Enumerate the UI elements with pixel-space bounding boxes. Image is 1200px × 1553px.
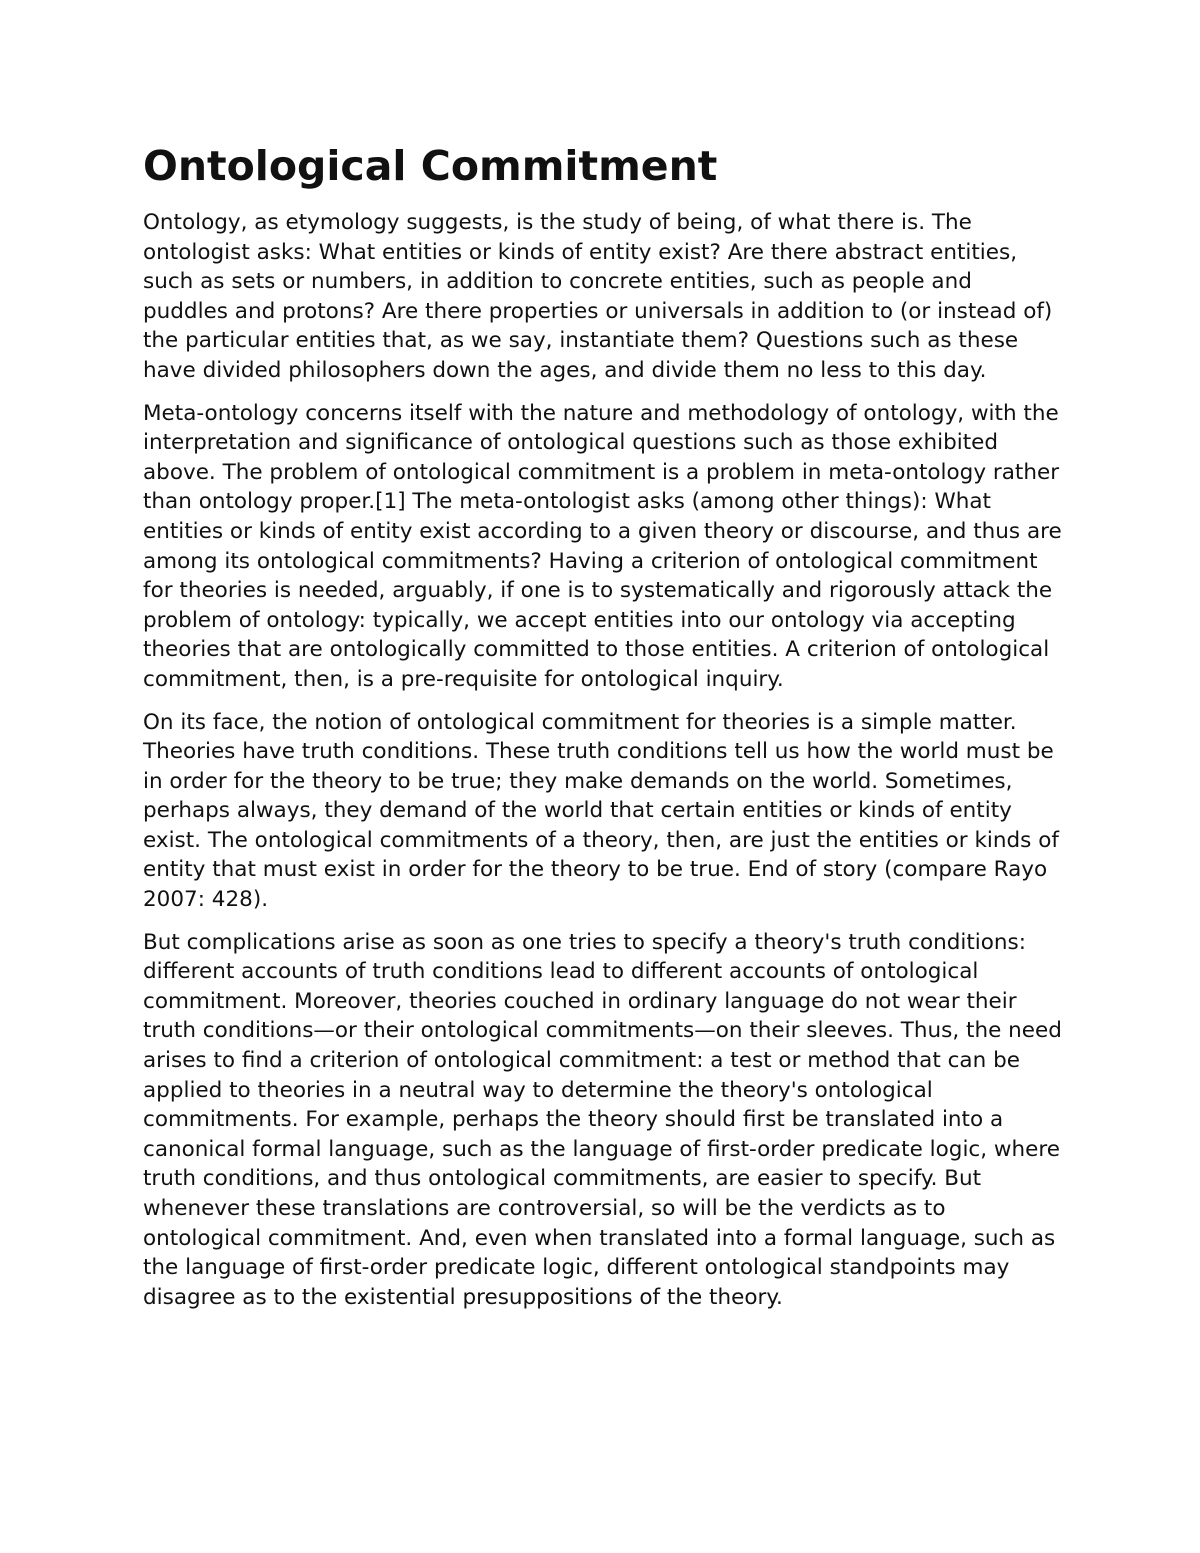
paragraph-meta-ontology: Meta-ontology concerns itself with the nature and methodology of ontology, with the interpretation and significance of ontological questions such as those exhibited above. The problem of ontological commitment is a problem in meta-ontology rather than ontology proper.[1] The meta-ontologist asks (among other things): What entities or kinds of entity exist according to a given theory or discourse, and thus are among its ontological commitments? Having a criterion of ontological commitment for theories is needed, arguably, if one is to systematically and rigorously attack the problem of ontology: typically, we accept entities into our ontology via accepting theories that are ontologically committed to those entities. A criterion of ontological commitment, then, is a pre-requisite for ontological inquiry. (143, 400, 1062, 692)
paragraph-simple-matter: On its face, the notion of ontological commitment for theories is a simple matter. Theories have truth conditions. These truth conditions tell us how the world must be in order for the theory to be true; they make demands on the world. Sometimes, perhaps always, they demand of the world that certain entities or kinds of entity exist. The ontological commitments of a theory, then, are just the entities or kinds of entity that must exist in order for the theory to be true. End of story (compare Rayo 2007: 428). (143, 709, 1059, 913)
paragraph-ontology-intro: Ontology, as etymology suggests, is the study of being, of what there is. The ontologist asks: What entities or kinds of entity exist? Are there abstract entities, such as sets or numbers, in addition to concrete entities, such as people and puddles and protons? Are there properties or universals in addition to (or instead of) the particular entities that, as we say, instantiate them? Questions such as these have divided philosophers down the ages, and divide them no less to this day. (143, 210, 1053, 383)
document-body (143, 138, 1063, 1325)
document-title: Ontological Commitment (143, 142, 718, 190)
paragraph-complications: But complications arise as soon as one tries to specify a theory's truth conditions: different accounts of truth conditions lead to different accounts of ontological commitment. Moreover, theories couched in ordinary language do not wear their truth conditions—or their ontological commitments—on their sleeves. Thus, the need arises to find a criterion of ontological commitment: a test or method that can be applied to theories in a neutral way to determine the theory's ontological commitments. For example, perhaps the theory should first be translated into a canonical formal language, such as the language of first-order predicate logic, where truth conditions, and thus ontological commitments, are easier to specify. But whenever these translations are controversial, so will be the verdicts as to ontological commitment. And, even when translated into a formal language, such as the language of first-order predicate logic, different ontological standpoints may disagree as to the existential presuppositions of the theory. (143, 929, 1062, 1310)
